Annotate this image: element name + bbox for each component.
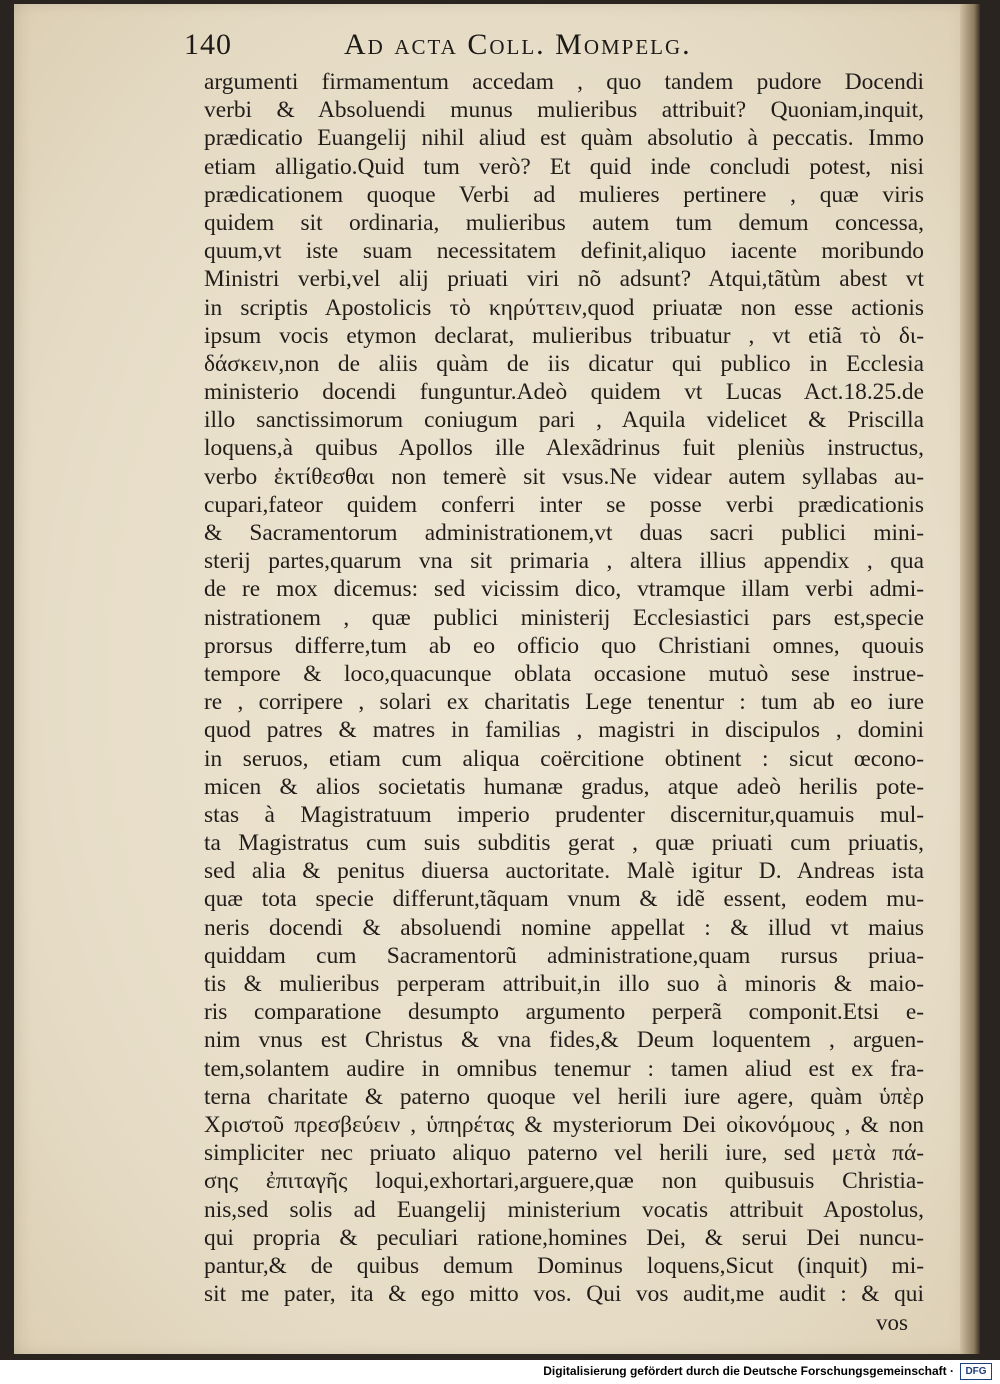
- text-line: sit me pater, ita & ego mitto vos. Qui vos audit,me audit : & qui: [204, 1281, 924, 1308]
- dfg-logo-icon: DFG: [960, 1363, 992, 1380]
- text-line: prædicationem quoque Verbi ad mulieres pertinere , quæ viris: [204, 181, 924, 208]
- text-line: ipsum vocis etymon declarat, mulieribus tribuatur , vt etiã τὸ δι-: [204, 322, 924, 349]
- text-line: prædicatio Euangelij nihil aliud est quàm absolutio à peccatis. Immo: [204, 125, 924, 152]
- text-line: sed alia & penitus diuersa auctoritate. Malè igitur D. Andreas ista: [204, 858, 924, 885]
- text-line: nistrationem , quæ publici ministerij Ecclesiastici pars est,specie: [204, 604, 924, 631]
- body-text: [204, 68, 924, 1308]
- text-line: quiddam cum Sacramentorũ administratione,quam rursus priua-: [204, 942, 924, 969]
- text-line: δάσκειν,non de aliis quàm de iis dicatur qui publico in Ecclesia: [204, 350, 924, 377]
- text-line: pantur,& de quibus demum Dominus loquens,Sicut (inquit) mi-: [204, 1252, 924, 1279]
- text-line: stas à Magistratuum imperio prudenter discernitur,quamuis mul-: [204, 801, 924, 828]
- text-line: Ministri verbi,vel alij priuati viri nõ adsunt? Atqui,tãtùm abest vt: [204, 266, 924, 293]
- book-page: [14, 4, 980, 1354]
- text-line: neris docendi & absoluendi nomine appellat : & illud vt maius: [204, 914, 924, 941]
- text-line: ris comparatione desumpto argumento perperã componit.Etsi e-: [204, 999, 924, 1026]
- text-line: nis,sed solis ad Euangelij ministerium vocatis attribuit Apostolus,: [204, 1196, 924, 1223]
- text-line: in seruos, etiam cum aliqua coërcitione obtinent : sicut œcono-: [204, 745, 924, 772]
- text-line: simpliciter nec priuato aliquo paterno vel herili iure, sed μετὰ πά-: [204, 1140, 924, 1167]
- text-line: de re mox dicemus: sed vicissim dico, vtramque illam verbi admi-: [204, 576, 924, 603]
- footer-credit: Digitalisierung gefördert durch die Deutsche Forschungsgemeinschaft ·: [543, 1364, 954, 1378]
- text-line: tem,solantem audire in omnibus tenemur : tamen aliud est ex fra-: [204, 1055, 924, 1082]
- text-line: illo sanctissimorum coniugum pari , Aquila videlicet & Priscilla: [204, 407, 924, 434]
- text-line: quum,vt iste suam necessitatem definit,aliquo iacente moribundo: [204, 238, 924, 265]
- text-line: micen & alios societatis humanæ gradus, atque adeò herilis pote-: [204, 773, 924, 800]
- text-line: in scriptis Apostolicis τὸ κηρύττειν,quod priuatæ non esse actionis: [204, 294, 924, 321]
- catchword: vos: [876, 1310, 908, 1335]
- text-line: tempore & loco,quacunque oblata occasione mutuò sese instrue-: [204, 660, 924, 687]
- text-line: verbi & Absoluendi munus mulieribus attribuit? Quoniam,inquit,: [204, 97, 924, 124]
- text-line: quod patres & matres in familias , magistri in discipulos , domini: [204, 717, 924, 744]
- text-line: argumenti firmamentum accedam , quo tandem pudore Docendi: [204, 69, 924, 95]
- text-line: σης ἐπιταγῆς loqui,exhortari,arguere,quæ non quibusuis Christia-: [204, 1168, 924, 1195]
- text-line: & Sacramentorum administrationem,vt duas sacri publici mini-: [204, 520, 924, 546]
- digitization-footer: [0, 1360, 1000, 1384]
- book-spine-shadow: [960, 4, 980, 1354]
- text-line: quidem sit ordinaria, mulieribus autem tum demum concessa,: [204, 209, 924, 236]
- text-line: ministerio docendi funguntur.Adeò quidem vt Lucas Act.18.25.de: [204, 379, 924, 406]
- text-line: sterij partes,quarum vna sit primaria , altera illius appendix , qua: [204, 548, 924, 575]
- page-number: 140: [184, 28, 232, 61]
- text-line: Χριστοῦ πρεσβεύειν , ὑπηρέτας & mysteriorum Dei οἰκονόμους , & non: [204, 1111, 924, 1138]
- text-line: nim vnus est Christus & vna fides,& Deum loquentem , arguen-: [204, 1027, 924, 1054]
- text-line: quæ tota specie differunt,tãquam vnum & idẽ essent, eodem mu-: [204, 886, 924, 913]
- text-line: loquens,à quibus Apollos ille Alexãdrinus fuit pleniùs instructus,: [204, 435, 924, 462]
- text-line: ta Magistratus cum suis subditis gerat , quæ priuati cum priuatis,: [204, 830, 924, 857]
- text-line: re , corripere , solari ex charitatis Lege tenentur : tum ab eo iure: [204, 689, 924, 716]
- text-line: terna charitate & paterno quoque vel herili iure agere, quàm ὑπὲρ: [204, 1083, 924, 1110]
- text-line: tis & mulieribus perperam attribuit,in illo suo à minoris & maio-: [204, 971, 924, 997]
- text-line: verbo ἐκτίθεσθαι non temerè sit vsus.Ne videar autem syllabas au-: [204, 463, 924, 490]
- text-line: prorsus differre,tum ab eo officio quo Christiani omnes, quouis: [204, 632, 924, 659]
- text-line: qui propria & peculiari ratione,homines Dei, & serui Dei nuncu-: [204, 1224, 924, 1251]
- page-header: [184, 28, 944, 68]
- running-head: Ad acta Coll. Mompelg.: [344, 28, 692, 61]
- text-line: cupari,fateor quidem conferri inter se posse verbi prædicationis: [204, 491, 924, 518]
- text-line: etiam alligatio.Quid tum verò? Et quid inde concludi potest, nisi: [204, 153, 924, 180]
